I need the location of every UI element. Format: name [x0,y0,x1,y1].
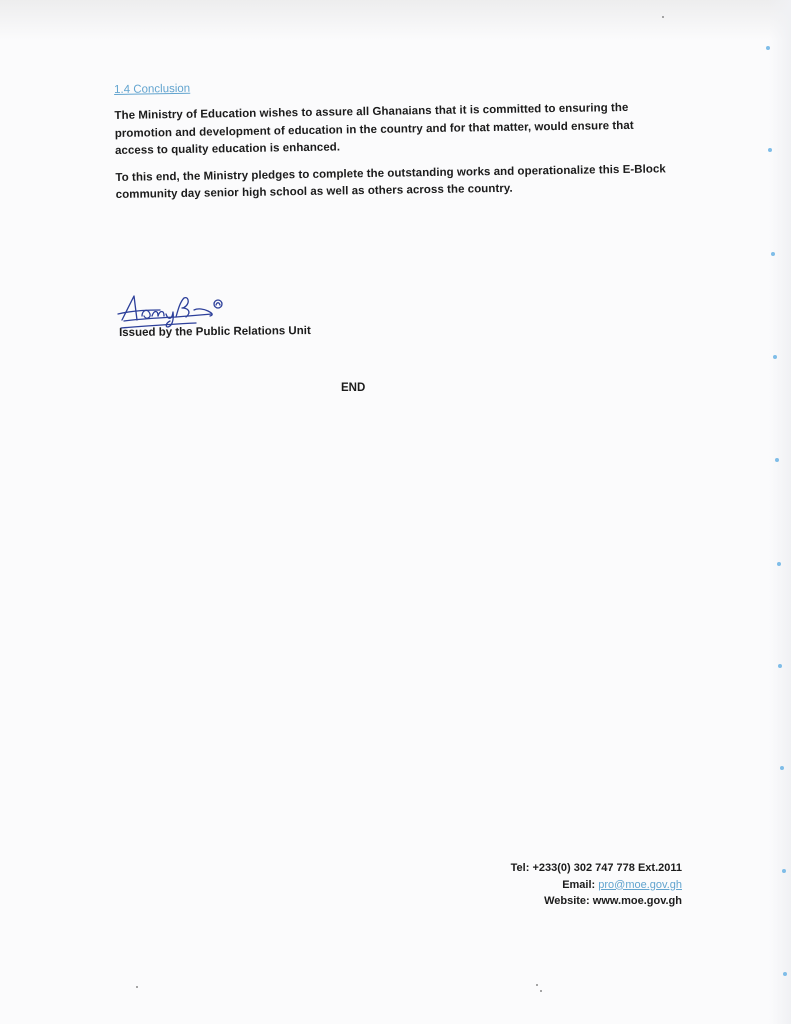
scan-speck [536,984,538,986]
issued-by-line: Issued by the Public Relations Unit [119,324,311,339]
contact-block [511,860,682,910]
margin-mark [771,252,775,256]
contact-email-link[interactable]: pro@moe.gov.gh [598,878,682,891]
conclusion-section [114,75,676,213]
margin-mark [768,148,772,152]
margin-mark [778,664,782,668]
scan-speck [136,986,138,988]
margin-mark [777,562,781,566]
contact-email-line [511,877,682,894]
scan-speck [540,990,542,992]
margin-mark [780,766,784,770]
margin-mark [766,46,770,50]
section-heading: 1.4 Conclusion [114,82,191,96]
conclusion-paragraph-1: The Ministry of Education wishes to assure all Ghanaians that it is committed to ensuring the promotion and development of education in the country and for that matter, would ensure that access to quality education is enhanced. [114,101,634,157]
margin-mark [773,355,777,359]
scan-shade [0,0,791,40]
contact-website: Website: www.moe.gov.gh [544,895,682,907]
contact-telephone: Tel: +233(0) 302 747 778 Ext.2011 [510,862,682,874]
contact-email-label: Email: [562,878,596,891]
scan-speck [662,16,664,18]
margin-mark [783,972,787,976]
page-edge-shadow [769,0,791,1024]
signature-image [116,290,228,330]
conclusion-paragraph-2: To this end, the Ministry pledges to complete the outstanding works and operationalize this E-Block community day senior high school as well as others across the country. [115,162,666,201]
margin-mark [782,869,786,873]
margin-mark [775,458,779,462]
end-marker: END [341,382,366,394]
